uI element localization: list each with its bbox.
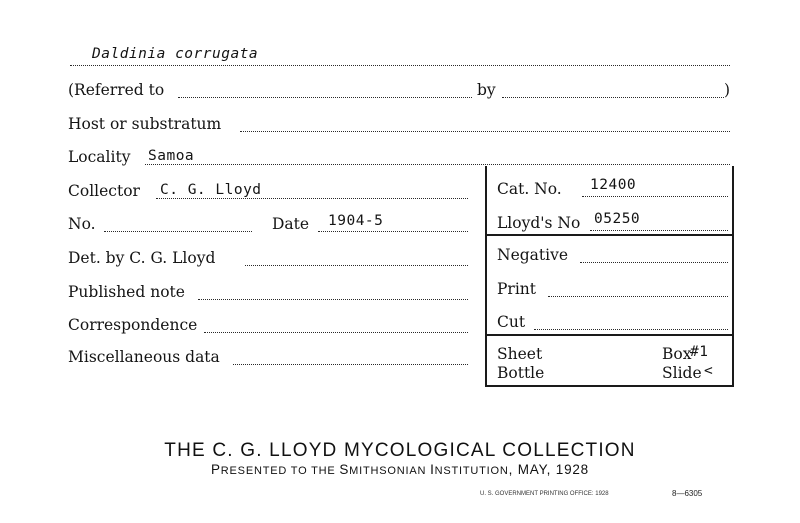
no-line [104, 231, 252, 232]
slide-label: Slide [662, 364, 702, 382]
printing-office-note: U. S. GOVERNMENT PRINTING OFFICE: 1928 [480, 491, 609, 497]
collection-title: THE C. G. LLOYD MYCOLOGICAL COLLECTION [164, 440, 636, 461]
bottle-label: Bottle [497, 364, 545, 382]
locality-value: Samoa [148, 148, 195, 164]
date-label: Date [272, 215, 310, 233]
catalog-box-left-border [485, 166, 487, 386]
catalog-box-bottom-border [485, 385, 734, 387]
misc-data-label: Miscellaneous data [68, 348, 220, 366]
lloyds-no-label: Lloyd's No [497, 214, 581, 232]
collector-value: C. G. Lloyd [160, 182, 262, 198]
box-label: Box [662, 345, 692, 363]
cut-label: Cut [497, 313, 526, 331]
published-note-label: Published note [68, 283, 185, 301]
lloyds-no-value: 05250 [594, 211, 641, 227]
specimen-name: Daldinia corrugata [92, 46, 259, 62]
print-line [548, 296, 728, 297]
date-value: 1904-5 [328, 213, 384, 229]
box-value: #1 [690, 344, 709, 360]
catalog-box-right-border [732, 166, 734, 386]
published-note-line [198, 299, 468, 300]
det-by-label: Det. by C. G. Lloyd [68, 249, 216, 267]
referred-close-paren: ) [724, 81, 731, 99]
misc-data-line [233, 364, 468, 365]
locality-label: Locality [68, 148, 131, 166]
det-by-line [245, 265, 468, 266]
sheet-label: Sheet [497, 345, 543, 363]
locality-line [145, 164, 730, 165]
lloyds-no-line [590, 230, 728, 231]
negative-label: Negative [497, 246, 569, 264]
cat-no-label: Cat. No. [497, 180, 562, 198]
negative-line [580, 262, 728, 263]
cut-line [534, 329, 728, 330]
host-line [240, 131, 730, 132]
catalog-box-divider-lower [485, 334, 734, 336]
collector-label: Collector [68, 182, 140, 200]
slide-value: < [704, 363, 714, 379]
no-label: No. [68, 215, 96, 233]
catalog-box-divider-upper [485, 234, 734, 236]
print-label: Print [497, 280, 537, 298]
host-label: Host or substratum [68, 115, 222, 133]
collection-subtitle: PRESENTED TO THE SMITHSONIAN INSTITUTION, MAY, 1928 [210, 462, 589, 477]
cat-no-value: 12400 [590, 177, 637, 193]
correspondence-label: Correspondence [68, 316, 198, 334]
name-line [70, 65, 730, 66]
referred-to-label: (Referred to [68, 81, 165, 99]
cat-no-line [582, 196, 728, 197]
referred-by-line [502, 97, 724, 98]
referred-to-line [178, 97, 472, 98]
correspondence-line [204, 332, 468, 333]
date-line [318, 231, 468, 232]
referred-by-label: by [477, 81, 496, 99]
form-number: 8—6305 [672, 489, 703, 498]
